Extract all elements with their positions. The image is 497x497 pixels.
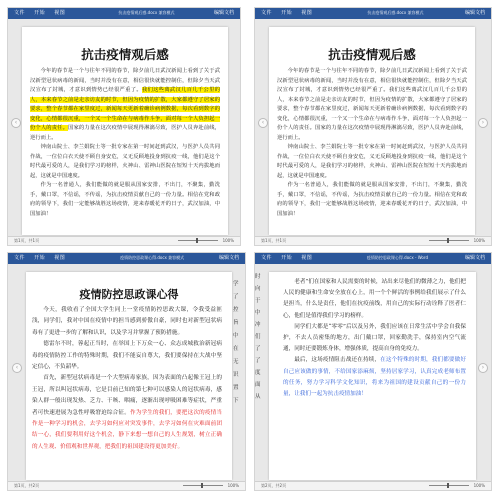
menu-file[interactable]: 文件 [14, 255, 26, 261]
zoom-level: 100% [473, 483, 485, 488]
paragraph-1: 老者”们在国家和人民需要的时候，站出来尽他们的微薄之力，他们把人民的健康和生命安全放在心上，用一个个鲜活的事例给我们展示了什么是担当，什么是责任，他们在抗疫前线，用自己的实际行动诠释了医者仁心，他们是值得我们学习的榜样。 [283, 279, 466, 319]
document-body [277, 67, 467, 219]
text-run: 国家的力量在这次疫情中展现得淋漓尽致，医护人员奔赴前线，逆行而上。 [277, 125, 467, 141]
title-bar [255, 8, 491, 19]
title-bar [255, 253, 491, 264]
paragraph-3: 作为一名普通人，我们能做的就是服从国家安排，不出门，不聚集，勤洗手，戴口罩，不信谣，不传谣，为抗击疫情贡献自己的一份力量。相信在党和政府的领导下，我们一定能够战胜这场疫情，迎来春暖花开的日子，武汉加油，中国加油！ [277, 182, 467, 217]
menu-view[interactable]: 视图 [301, 255, 313, 261]
document-name: 疫情防控思政课心得.docx 兼容模式 [120, 255, 185, 260]
document-body [30, 67, 220, 219]
status-bar [255, 481, 491, 490]
word-window-3 [8, 253, 245, 490]
side-char: 了 [233, 294, 239, 300]
side-char: 冲 [255, 322, 261, 328]
document-page [269, 27, 475, 235]
zoom-slider[interactable] [183, 485, 223, 486]
zoom-slider[interactable] [429, 485, 469, 486]
ribbon-menu [14, 9, 72, 16]
red-text: 作为学生的我们，要把这次的疫情当作是一种学习的机会，去学习如何应对突发事件，去学习如何在灾难面前团结一心，我们要利用好这个机会，静下来想一想自己的人生规划，树立正确的人生观、价值观和世界观，把我们的祖国建设得更加美好。 [32, 409, 222, 450]
menu-home[interactable]: 开始 [34, 255, 46, 261]
text-run: 首先，新型冠状病毒是一个大型病毒家族，因为表面的凸起像王冠上的王冠，所以叫冠状病毒，它是目前已知的第七种可以感染人的冠状病毒，感染人群一般出现发热、乏力、干咳、咽痛，逐渐出现呼吸困难等症状，严重者可快速进展为急性呼吸窘迫综合征。 [32, 375, 222, 416]
next-page-button[interactable]: › [478, 118, 488, 128]
side-char: 中 [255, 310, 261, 316]
title-bar [8, 253, 245, 264]
side-char: 从 [255, 394, 261, 400]
side-char: 控 [233, 307, 239, 313]
zoom-level: 100% [222, 238, 234, 243]
document-name: 抗击疫情观后感.docx 兼容模式 [118, 10, 175, 15]
menu-file[interactable]: 文件 [261, 10, 273, 16]
document-title: 抗击疫情观后感 [328, 47, 416, 62]
next-page-button[interactable]: › [478, 363, 488, 373]
side-char: 了 [255, 346, 261, 352]
paragraph-3 [32, 373, 222, 453]
blue-text: 在这个特殊的时期，我们都要做好自己应该做的事情，不给国家添麻烦，坚持居家学习，认真完成老师布置的任务，努力学习科学文化知识，将来为祖国的建设贡献自己的一份力量，让我们一起为抗击疫情加油！ [283, 357, 466, 398]
adjacent-page-edge [233, 278, 245, 408]
menu-home[interactable]: 开始 [281, 10, 293, 16]
side-char: 时 [255, 274, 261, 280]
document-title: 疫情防控思政课心得 [79, 288, 179, 301]
text-run: 今年的春节是一个与往年不同的春节，除夕前几日武汉新闻上看到了关于武汉新型冠状病毒的新闻，当时并没有在意，相信很快就能控制住，但除夕当天武汉宣布了封城，才意识到情势已经很严重了。 [30, 68, 220, 93]
menu-home[interactable]: 开始 [281, 255, 293, 261]
document-body [283, 277, 466, 400]
side-char: 置 [233, 385, 239, 391]
menu-file[interactable]: 文件 [14, 10, 26, 16]
paragraph-1 [30, 67, 220, 143]
side-char: 在 [233, 346, 239, 352]
page-count: 第1页，共1页 [261, 238, 287, 243]
side-char: 旨 [233, 320, 239, 326]
zoom-slider[interactable] [178, 240, 218, 241]
paragraph-2: 钟南山院士、李兰娟院士等一批专家在第一时间赶到武汉，与医护人员共同作战，一位位白衣天使不顾自身安危，义无反顾地投身到抗疫一线，他们是这个时代最可爱的人，是我们学习的榜样，火神山、雷神山医院在短短十天内拔地而起，这就是中国速度。 [277, 144, 467, 179]
side-char: 下 [233, 398, 239, 404]
side-char: 学 [233, 281, 239, 287]
edit-document-button[interactable]: 编辑文档 [213, 10, 234, 16]
side-char: 们 [255, 334, 261, 340]
text-run: 我们这些离武汉几百几千公里的人，本来春节之前是走亲访友的时节，但因为疫情的扩散，大家都遵守了居家的要求，整个春节都在家里度过，新闻每天更新着确诊病例数据，每次看到数字的变化，心情都很沉重，一个又一个生命在与病毒作斗争，面对每一个人负担起一份个人的责任。 [277, 87, 467, 131]
document-body [32, 305, 222, 453]
status-bar [8, 236, 240, 245]
menu-view[interactable]: 视图 [301, 10, 313, 16]
title-bar [8, 8, 240, 19]
paragraph-1 [277, 67, 467, 143]
status-bar [8, 481, 245, 490]
menu-view[interactable]: 视图 [54, 255, 66, 261]
status-bar [255, 236, 491, 245]
zoom-slider[interactable] [429, 240, 469, 241]
document-name: 疫情防控思政课心得.docx - Word [366, 255, 428, 260]
paragraph-2: 同学们大都是“零零”后以及另外，我们应该在日常生活中学会自我保护，不去人员密集的地方，出门戴口罩，回家勤洗手，保持室内空气流通，同时还要锻炼身体，增强体质，提高自身的免疫力。 [283, 323, 466, 353]
side-char: 识 [233, 372, 239, 378]
text-run: 最后，这场疫情阻击战还在持续， [294, 357, 381, 364]
text-run: 国家的力量在这次疫情中展现得淋漓尽致，医护人员奔赴前线，逆行而上。 [30, 125, 220, 141]
edit-document-button[interactable]: 编辑文档 [464, 255, 485, 261]
word-window-1 [8, 8, 240, 245]
document-page [26, 272, 232, 480]
menu-home[interactable]: 开始 [34, 10, 46, 16]
prev-page-button[interactable]: ‹ [258, 118, 268, 128]
paragraph-1: 今天，我收看了全国大学生同上一堂疫情防控思政大课，令我受益匪浅，同学们，我对中国在疫情中的担当感到骄傲自豪，同时也对新型冠状病毒有了更进一步的了解和认识，以及学习并掌握了预防措施。 [32, 307, 222, 336]
ribbon-menu [261, 9, 319, 16]
zoom-level: 100% [473, 238, 485, 243]
highlighted-text: 我们这些离武汉几百几千公里的人，本来春节之前是走亲访友的时节，但因为疫情的扩散，大家都遵守了居家的要求，整个春节都在家里度过，新闻每天更新着确诊病例数据，每次看到数字的变化，心情都很沉重，一个又一个生命在与病毒作斗争，面对每一个人负担起一份个人的责任。 [30, 87, 220, 131]
zoom-level: 100% [227, 483, 239, 488]
side-char: 了 [255, 358, 261, 364]
side-char: 于 [255, 298, 261, 304]
ribbon-menu [261, 254, 319, 261]
document-name: 抗击疫情观后感.docx 兼容模式 [367, 10, 424, 15]
ribbon-menu [14, 254, 72, 261]
paragraph-2: 德雷尔不时，蓉起正当时，在举国上下万众一心、众志成城救治新冠病毒的疫情防控工作的特殊时期，我们不能妄自尊大，我们要保持在大战中坚定信心，不负韶华。 [32, 341, 222, 371]
side-char: 中 [233, 333, 239, 339]
word-window-4 [255, 253, 491, 490]
side-char: 度 [255, 370, 261, 376]
page-count: 第2页，共2页 [261, 483, 287, 488]
document-title: 抗击疫情观后感 [81, 47, 169, 62]
page-count: 第1页，共2页 [14, 483, 40, 488]
prev-page-button[interactable]: ‹ [11, 118, 21, 128]
edit-document-button[interactable]: 编辑文档 [464, 10, 485, 16]
edit-document-button[interactable]: 编辑文档 [218, 255, 239, 261]
paragraph-3: 作为一名普通人，我们能做的就是服从国家安排，不出门，不聚集，勤洗手，戴口罩，不信谣，不传谣，为抗击疫情贡献自己的一份力量。相信在党和政府的领导下，我们一定能够战胜这场疫情，迎来春暖花开的日子，武汉加油，中国加油！ [30, 182, 220, 217]
paragraph-3 [283, 355, 466, 400]
document-page [269, 272, 476, 480]
side-char: 向 [255, 286, 261, 292]
word-window-2 [255, 8, 491, 245]
document-page [22, 27, 228, 235]
paragraph-2: 钟南山院士、李兰娟院士等一批专家在第一时间赶到武汉，与医护人员共同作战，一位位白衣天使不顾自身安危，义无反顾地投身到抗疫一线，他们是这个时代最可爱的人，是我们学习的榜样，火神山、雷神山医院在短短十天内拔地而起，这就是中国速度。 [30, 144, 220, 179]
side-char: 无 [233, 359, 239, 365]
prev-page-button[interactable]: ‹ [12, 363, 22, 373]
page-count: 第1页，共1页 [14, 238, 40, 243]
side-char: 面 [255, 382, 261, 388]
adjacent-page-edge [255, 271, 267, 403]
text-run: 今年的春节是一个与往年不同的春节，除夕前几日武汉新闻上看到了关于武汉新型冠状病毒的新闻，当时并没有在意，相信很快就能控制住，但除夕当天武汉宣布了封城，才意识到情势已经很严重了。 [277, 68, 467, 93]
menu-view[interactable]: 视图 [54, 10, 66, 16]
menu-file[interactable]: 文件 [261, 255, 273, 261]
